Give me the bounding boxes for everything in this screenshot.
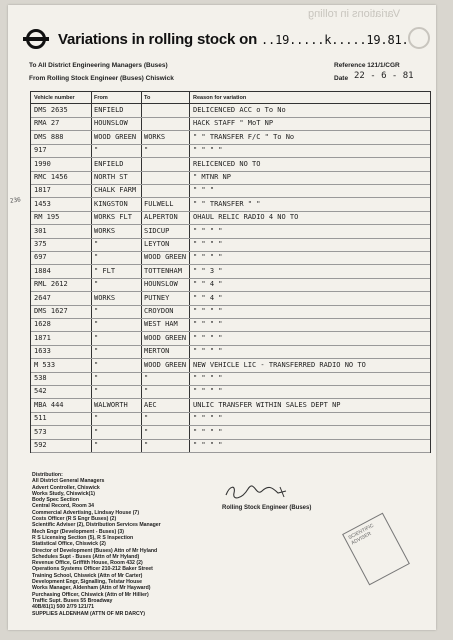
cell-from: " bbox=[94, 427, 99, 436]
signature bbox=[222, 483, 292, 501]
cell-vehicle: 1453 bbox=[34, 199, 51, 208]
cell-vehicle: DMS 888 bbox=[34, 132, 64, 141]
cell-from: " bbox=[94, 441, 99, 449]
cell-vehicle: 1990 bbox=[34, 159, 51, 168]
cell-from: WORKS bbox=[94, 226, 116, 235]
cell-reason: " " " " bbox=[193, 333, 223, 342]
cell-to: WOOD GREEN bbox=[144, 253, 187, 262]
bleed-through-title: Variations in rolling bbox=[308, 8, 401, 20]
distribution-line: All District General Managers bbox=[32, 478, 105, 485]
distribution-line: Advert Controller, Chiswick bbox=[32, 484, 100, 491]
cell-reason: " MTNR NP bbox=[193, 173, 231, 181]
document-sheet bbox=[8, 5, 436, 630]
cell-to: MERTON bbox=[144, 347, 170, 356]
distribution-line: Traffic Supt. Buses 55 Broadway bbox=[32, 597, 113, 604]
cell-vehicle: 375 bbox=[34, 240, 47, 248]
cell-to: AEC bbox=[144, 400, 157, 409]
cell-from: " bbox=[94, 333, 99, 342]
date-value: 22 - 6 - 81 bbox=[354, 71, 414, 81]
to-line: To All District Engineering Managers (Buses) bbox=[29, 62, 168, 69]
cell-vehicle: 1817 bbox=[34, 186, 51, 195]
cell-to: TOTTENHAM bbox=[144, 266, 182, 275]
cell-reason: " " " " bbox=[193, 387, 223, 396]
cell-reason: " " " " bbox=[193, 253, 223, 262]
cell-reason: " " " " bbox=[193, 240, 223, 248]
reference: Reference 121/1/CGR bbox=[334, 62, 400, 69]
distribution-line: R S Licensing Section (5), R S Inspection bbox=[32, 534, 134, 541]
cell-reason: OHAUL RELIC RADIO 4 NO TO bbox=[193, 213, 299, 222]
distribution-line: Body Spec Section bbox=[32, 497, 79, 504]
bleed-through-logo bbox=[408, 27, 430, 49]
cell-from: CHALK FARM bbox=[94, 186, 137, 195]
received-stamp: SCIENTIFIC ADVISER bbox=[342, 513, 410, 586]
cell-reason: NEW VEHICLE LIC - TRANSFERRED RADIO NO TO bbox=[193, 360, 366, 369]
cell-from: WALWORTH bbox=[94, 400, 128, 409]
distribution-line: Costs Officer (R S Engr Buses) (2) bbox=[32, 516, 117, 523]
from-line: From Rolling Stock Engineer (Buses) Chiswick bbox=[29, 75, 174, 82]
margin-note: 236 bbox=[9, 196, 22, 205]
distribution-line: Works Manager, Aldenham (Attn of Mr Hayward) bbox=[32, 585, 151, 592]
cell-vehicle: 301 bbox=[34, 226, 47, 235]
cell-to: ALPERTON bbox=[144, 213, 178, 222]
cell-reason: UNLIC TRANSFER WITHIN SALES DEPT NP bbox=[193, 400, 341, 409]
cell-from: " bbox=[94, 347, 99, 356]
cell-from: ENFIELD bbox=[94, 106, 124, 114]
cell-to: " bbox=[144, 146, 149, 155]
cell-reason: " " TRANSFER F/C " To No bbox=[193, 132, 295, 141]
cell-from: ENFIELD bbox=[94, 159, 124, 168]
cell-reason: " " " " bbox=[193, 320, 223, 329]
cell-to: WOOD GREEN bbox=[144, 333, 187, 342]
cell-from: KINGSTON bbox=[94, 199, 128, 208]
cell-reason: " " " " bbox=[193, 307, 223, 315]
cell-from: " bbox=[94, 280, 99, 289]
cell-from: NORTH ST bbox=[94, 173, 128, 181]
cell-to: " bbox=[144, 374, 149, 382]
cell-vehicle: 1884 bbox=[34, 266, 51, 275]
cell-vehicle: 538 bbox=[34, 374, 47, 382]
cell-vehicle: 542 bbox=[34, 387, 47, 396]
cell-to: " bbox=[144, 427, 149, 436]
cell-from: " bbox=[94, 414, 99, 423]
cell-vehicle: 573 bbox=[34, 427, 47, 436]
col-header-vehicle: Vehicle number bbox=[34, 95, 75, 101]
distribution-line: Statistical Office, Chiswick (2) bbox=[32, 541, 106, 548]
cell-to: " bbox=[144, 441, 149, 449]
distribution-heading: Distribution: bbox=[32, 472, 63, 478]
cell-vehicle: 511 bbox=[34, 414, 47, 423]
cell-vehicle: DMS 1627 bbox=[34, 307, 68, 315]
table-row bbox=[31, 439, 430, 455]
cell-to: " bbox=[144, 414, 149, 423]
title-date: ..19.....k.....19.81. bbox=[261, 33, 409, 47]
distribution-line: Purchasing Officer, Chiswick (Attn of Mr Hillier) bbox=[32, 591, 149, 598]
cell-reason: RELICENCED NO TO bbox=[193, 159, 261, 168]
london-transport-roundel-logo bbox=[26, 29, 46, 49]
cell-vehicle: 697 bbox=[34, 253, 47, 262]
cell-reason: HACK STAFF " MoT NP bbox=[193, 119, 274, 128]
cell-reason: " " " " bbox=[193, 414, 223, 423]
cell-from: " bbox=[94, 374, 99, 382]
col-header-from: From bbox=[94, 95, 108, 101]
cell-from: HOUNSLOW bbox=[94, 119, 128, 128]
variations-table bbox=[30, 91, 431, 453]
cell-vehicle: 917 bbox=[34, 146, 47, 155]
cell-to: WEST HAM bbox=[144, 320, 178, 329]
distribution-line: SUPPLIES ALDENHAM (ATTN OF MR DARCY) bbox=[32, 610, 145, 617]
cell-from: " bbox=[94, 253, 99, 262]
cell-vehicle: RMC 1456 bbox=[34, 173, 68, 181]
distribution-line: Works Study, Chiswick(1) bbox=[32, 490, 95, 497]
cell-vehicle: 1633 bbox=[34, 347, 51, 356]
cell-vehicle: DMS 2635 bbox=[34, 106, 68, 114]
distribution-list bbox=[32, 472, 161, 617]
date-label: Date bbox=[334, 75, 349, 82]
col-header-reason: Reason for variation bbox=[193, 95, 247, 101]
page-title: Variations in rolling stock on ..19.....k.....19.81. bbox=[58, 31, 409, 48]
cell-vehicle: RML 2612 bbox=[34, 280, 68, 289]
cell-from: WORKS FLT bbox=[94, 213, 132, 222]
cell-from: " bbox=[94, 240, 99, 248]
cell-reason: " " " " bbox=[193, 146, 223, 155]
distribution-line: Development Engr, Signalling, Telstar House bbox=[32, 579, 143, 586]
cell-to: LEYTON bbox=[144, 240, 170, 248]
cell-from: " bbox=[94, 307, 99, 315]
distribution-line: Revenue Office, Griffith House, Room 432 (2) bbox=[32, 560, 143, 567]
cell-from: " bbox=[94, 146, 99, 155]
cell-vehicle: 1871 bbox=[34, 333, 51, 342]
cell-to: WOOD GREEN bbox=[144, 360, 187, 369]
cell-reason: " " 4 " bbox=[193, 280, 223, 289]
cell-to: PUTNEY bbox=[144, 293, 170, 302]
cell-to: CROYDON bbox=[144, 307, 174, 315]
cell-from: " bbox=[94, 387, 99, 396]
distribution-line: 40B/81(1) 500 2/79 121/71 bbox=[32, 604, 95, 611]
signature-title: Rolling Stock Engineer (Buses) bbox=[222, 505, 312, 511]
cell-to: HOUNSLOW bbox=[144, 280, 178, 289]
cell-reason: " " " " bbox=[193, 427, 223, 436]
cell-from: " bbox=[94, 320, 99, 329]
cell-reason: " " " " bbox=[193, 374, 223, 382]
cell-from: WORKS bbox=[94, 293, 116, 302]
distribution-line: Training School, Chiswick (Attn of Mr Carter) bbox=[32, 572, 143, 579]
distribution-line: Commercial Advertising, Lindsay House (7) bbox=[32, 509, 140, 516]
cell-vehicle: RM 195 bbox=[34, 213, 60, 222]
cell-from: " FLT bbox=[94, 266, 116, 275]
cell-reason: " " " " bbox=[193, 226, 223, 235]
distribution-line: Mech Engr (Development - Buses) (3) bbox=[32, 528, 124, 535]
cell-vehicle: 1628 bbox=[34, 320, 51, 329]
distribution-line: Operations Systems Officer 210-212 Baker Street bbox=[32, 566, 153, 573]
distribution-line: Director of Development (Buses) Attn of Mr Hyland bbox=[32, 547, 158, 554]
cell-from: WOOD GREEN bbox=[94, 132, 137, 141]
cell-vehicle: 2647 bbox=[34, 293, 51, 302]
cell-reason: " " " " bbox=[193, 441, 223, 449]
cell-reason: " " " " bbox=[193, 347, 223, 356]
cell-reason: " " TRANSFER " " bbox=[193, 199, 261, 208]
cell-from: " bbox=[94, 360, 99, 369]
cell-to: " bbox=[144, 387, 149, 396]
cell-vehicle: 592 bbox=[34, 441, 47, 449]
distribution-line: Central Record, Room 34 bbox=[32, 503, 94, 510]
cell-vehicle: RMA 27 bbox=[34, 119, 60, 128]
cell-vehicle: MBA 444 bbox=[34, 400, 64, 409]
cell-to: WORKS bbox=[144, 132, 166, 141]
distribution-line: Schedules Supt - Buses (Attn of Mr Hyland) bbox=[32, 553, 140, 560]
cell-vehicle: M 533 bbox=[34, 360, 56, 369]
cell-reason: DELICENCED ACC o To No bbox=[193, 106, 286, 114]
distribution-line: Scientific Adviser (2), Distribution Services Manager bbox=[32, 522, 161, 529]
cell-reason: " " " bbox=[193, 186, 215, 195]
col-header-to: To bbox=[144, 95, 151, 101]
cell-reason: " " 3 " bbox=[193, 266, 223, 275]
cell-to: SIDCUP bbox=[144, 226, 170, 235]
cell-reason: " " 4 " bbox=[193, 293, 223, 302]
cell-to: FULWELL bbox=[144, 199, 174, 208]
